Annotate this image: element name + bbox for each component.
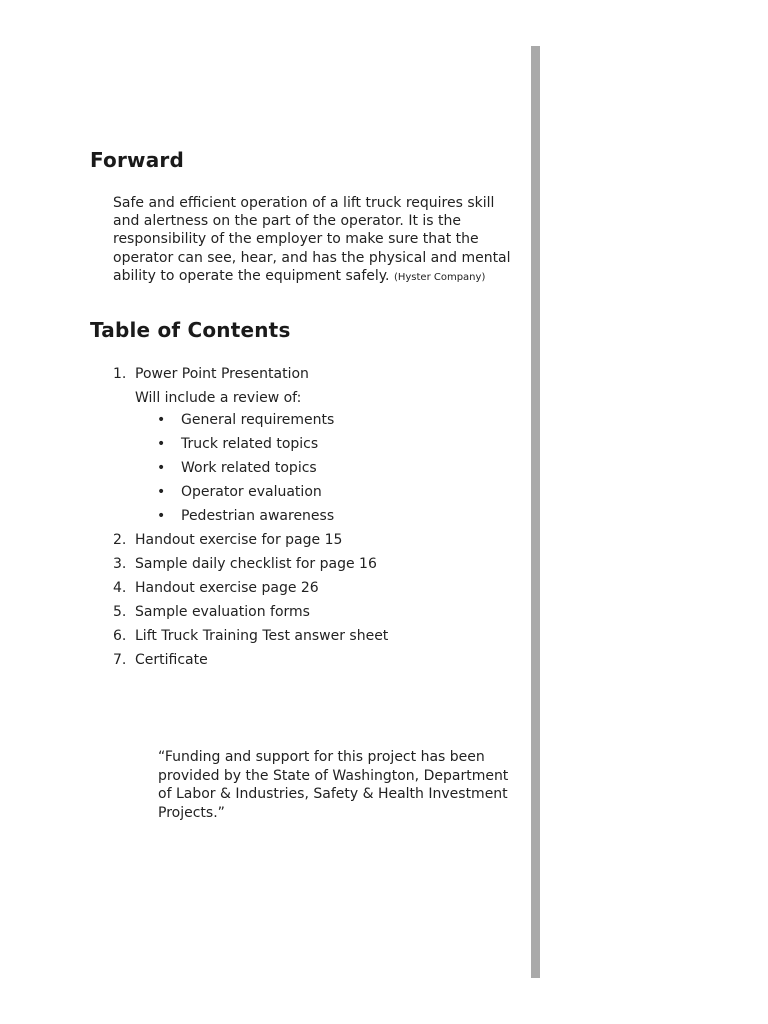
toc-item-7 — [113, 651, 513, 669]
toc-item-label: Power Point Presentation — [135, 366, 309, 382]
bullet-item — [157, 507, 513, 525]
bullet-item — [157, 459, 513, 477]
bullet-label: Pedestrian awareness — [181, 508, 335, 524]
bullet-label: Work related topics — [181, 460, 317, 476]
toc-heading: Table of Contents — [90, 318, 291, 342]
bullet-item — [157, 483, 513, 501]
forward-heading: Forward — [90, 148, 185, 172]
toc-bullet-list — [113, 411, 513, 525]
bullet-label: Operator evaluation — [181, 484, 322, 500]
bullet-item — [157, 435, 513, 453]
toc-item-label: Lift Truck Training Test answer sheet — [135, 628, 389, 644]
bullet-item — [157, 411, 513, 429]
toc-item-label: Sample evaluation forms — [135, 604, 310, 620]
toc-item-label: Handout exercise page 26 — [135, 580, 319, 596]
bullet-label: Truck related topics — [181, 436, 319, 452]
bullet-icon: • — [157, 436, 166, 452]
bullet-label: General requirements — [181, 412, 335, 428]
toc-item-number: 7. — [113, 652, 127, 668]
toc-item-number: 5. — [113, 604, 127, 620]
forward-body: Safe and efficient operation of a lift truck requires skill and alertness on the part of the operator. It is the responsibility of the employer to make sure that the operator can see, hear, and has the physical and mental ability to operate the equipment safely. — [113, 195, 511, 284]
toc-list — [113, 365, 513, 675]
bullet-icon: • — [157, 484, 166, 500]
toc-item-5 — [113, 603, 513, 621]
toc-item-4 — [113, 579, 513, 597]
toc-item-number: 4. — [113, 580, 127, 596]
funding-statement: “Funding and support for this project has been provided by the State of Washington, Department of Labor & Industries, Safety & Health Investment Projects.” — [158, 749, 509, 821]
toc-item-label: Handout exercise for page 15 — [135, 532, 343, 548]
toc-item-number: 3. — [113, 556, 127, 572]
page-side-bar — [531, 46, 540, 978]
toc-item-label: Certificate — [135, 652, 208, 668]
toc-item-6 — [113, 627, 513, 645]
toc-item-1 — [113, 365, 513, 383]
toc-item-label: Sample daily checklist for page 16 — [135, 556, 377, 572]
toc-item-number: 6. — [113, 628, 127, 644]
forward-paragraph — [113, 194, 513, 287]
toc-item-number: 2. — [113, 532, 127, 548]
forward-citation: (Hyster Company) — [393, 271, 486, 283]
toc-item-number: 1. — [113, 366, 127, 382]
bullet-icon: • — [157, 460, 166, 476]
toc-item-3 — [113, 555, 513, 573]
toc-item-2 — [113, 531, 513, 549]
toc-subheading: Will include a review of: — [135, 390, 302, 406]
bullet-icon: • — [157, 412, 166, 428]
bullet-icon: • — [157, 508, 166, 524]
